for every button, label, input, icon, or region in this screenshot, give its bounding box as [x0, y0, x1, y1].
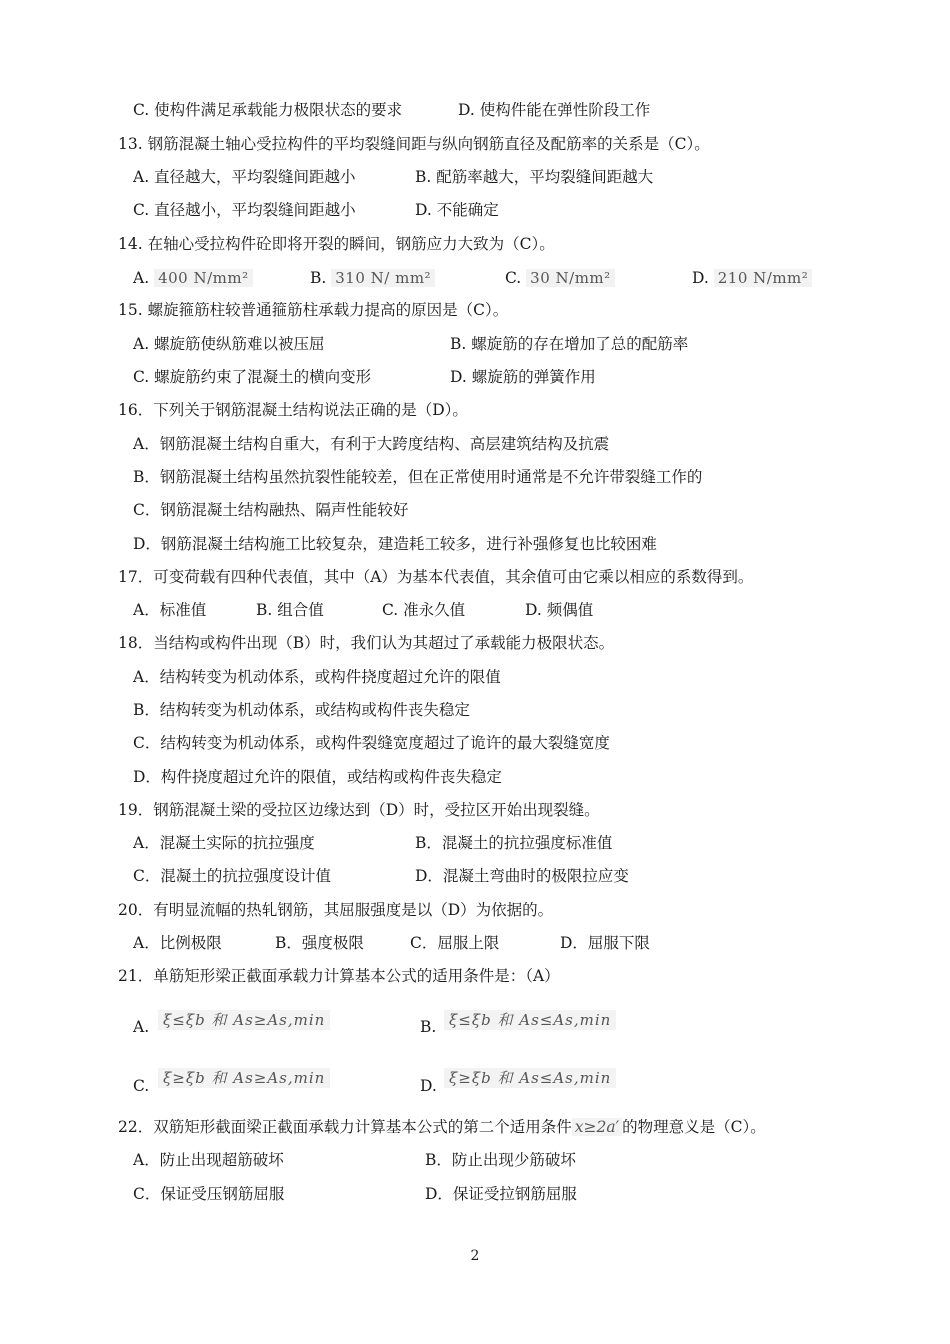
q20-option-c: C．屈服上限: [410, 934, 500, 952]
q15-option-d: D. 螺旋筋的弹簧作用: [450, 368, 596, 386]
q13-option-a: A. 直径越大，平均裂缝间距越小: [133, 168, 356, 186]
q21-option-c-formula: ξ≥ξb 和 As≥As,min: [158, 1068, 330, 1088]
q16-option-d: D．钢筋混凝土结构施工比较复杂，建造耗工较多，进行补强修复也比较困难: [133, 535, 657, 553]
q22-option-d: D．保证受拉钢筋屈服: [425, 1185, 577, 1203]
q14-option-a: A. 400 N/mm²: [133, 268, 253, 288]
q20-stem: 20．有明显流幅的热轧钢筋，其屈服强度是以（D）为依据的。: [118, 901, 554, 919]
q21-option-d: D.: [420, 1077, 437, 1095]
q21-option-a-formula: ξ≤ξb 和 As≥As,min: [158, 1010, 330, 1030]
q17-option-b: B. 组合值: [256, 601, 324, 619]
q14-option-a-value: 400 N/mm²: [154, 269, 253, 287]
q18-stem: 18．当结构或构件出现（B）时，我们认为其超过了承载能力极限状态。: [118, 634, 615, 652]
q17-option-a: A．标准值: [133, 601, 207, 619]
q19-option-a: A．混凝土实际的抗拉强度: [133, 834, 315, 852]
q17-stem: 17．可变荷载有四种代表值，其中（A）为基本代表值，其余值可由它乘以相应的系数得到。: [118, 568, 754, 586]
q17-option-d: D. 频偶值: [525, 601, 594, 619]
q16-stem: 16．下列关于钢筋混凝土结构说法正确的是（D）。: [118, 401, 468, 419]
q13-option-c: C. 直径越小，平均裂缝间距越小: [133, 201, 356, 219]
q12-option-c: C. 使构件满足承载能力极限状态的要求: [133, 101, 403, 119]
q15-stem: 15. 螺旋箍筋柱较普通箍筋柱承载力提高的原因是（C）。: [118, 301, 509, 319]
q15-option-c: C. 螺旋筋约束了混凝土的横向变形: [133, 368, 372, 386]
q22-option-b: B．防止出现少筋破坏: [425, 1151, 576, 1169]
q21-option-d-formula: ξ≥ξb 和 As≤As,min: [444, 1068, 616, 1088]
q18-option-b: B．结构转变为机动体系，或结构或构件丧失稳定: [133, 701, 470, 719]
q22-stem: 22．双筋矩形截面梁正截面承载力计算基本公式的第二个适用条件 x≥2a′ 的物理意义是（C）。: [118, 1118, 766, 1136]
q21-option-b: B.: [420, 1018, 437, 1036]
q17-option-c: C. 准永久值: [382, 601, 466, 619]
q14-option-c: C. 30 N/mm²: [505, 268, 615, 288]
q21-option-c: C.: [133, 1077, 150, 1095]
q14-option-d-value: 210 N/mm²: [714, 269, 813, 287]
q21-stem: 21．单筋矩形梁正截面承载力计算基本公式的适用条件是：（A）: [118, 967, 560, 985]
q13-option-d: D. 不能确定: [415, 201, 499, 219]
q18-option-d: D．构件挠度超过允许的限值，或结构或构件丧失稳定: [133, 768, 502, 786]
q16-option-a: A．钢筋混凝土结构自重大，有利于大跨度结构、高层建筑结构及抗震: [133, 435, 610, 453]
q14-stem: 14. 在轴心受拉构件砼即将开裂的瞬间，钢筋应力大致为（C）。: [118, 235, 555, 253]
q19-option-b: B．混凝土的抗拉强度标准值: [415, 834, 613, 852]
q19-stem: 19．钢筋混凝土梁的受拉区边缘达到（D）时，受拉区开始出现裂缝。: [118, 801, 600, 819]
q13-stem: 13. 钢筋混凝土轴心受拉构件的平均裂缝间距与纵向钢筋直径及配筋率的关系是（C）。: [118, 135, 710, 153]
q12-option-d: D. 使构件能在弹性阶段工作: [458, 101, 651, 119]
q14-option-c-value: 30 N/mm²: [526, 269, 615, 287]
q20-option-d: D．屈服下限: [560, 934, 650, 952]
q20-option-a: A．比例极限: [133, 934, 222, 952]
q20-option-b: B．强度极限: [275, 934, 364, 952]
page-number: 2: [470, 1248, 480, 1264]
q22-option-c: C．保证受压钢筋屈服: [133, 1185, 285, 1203]
q16-option-b: B．钢筋混凝土结构虽然抗裂性能较差，但在正常使用时通常是不允许带裂缝工作的: [133, 468, 703, 486]
q18-option-c: C．结构转变为机动体系，或构件裂缝宽度超过了诡许的最大裂缝宽度: [133, 734, 610, 752]
q15-option-b: B. 螺旋筋的存在增加了总的配筋率: [450, 335, 689, 353]
q19-option-d: D．混凝土弯曲时的极限拉应变: [415, 867, 629, 885]
q16-option-c: C．钢筋混凝土结构融热、隔声性能较好: [133, 501, 409, 519]
q13-option-b: B. 配筋率越大，平均裂缝间距越大: [415, 168, 654, 186]
q22-condition-formula: x≥2a′: [572, 1118, 622, 1136]
q21-option-a: A.: [133, 1018, 150, 1036]
q15-option-a: A. 螺旋筋使纵筋难以被压屈: [133, 335, 325, 353]
q14-option-b: B. 310 N/ mm²: [310, 268, 435, 288]
q14-option-b-value: 310 N/ mm²: [331, 269, 435, 287]
q19-option-c: C．混凝土的抗拉强度设计值: [133, 867, 331, 885]
q14-option-d: D. 210 N/mm²: [692, 268, 812, 288]
q22-option-a: A．防止出现超筋破坏: [133, 1151, 284, 1169]
q18-option-a: A．结构转变为机动体系，或构件挠度超过允许的限值: [133, 668, 501, 686]
q21-option-b-formula: ξ≤ξb 和 As≤As,min: [444, 1010, 616, 1030]
